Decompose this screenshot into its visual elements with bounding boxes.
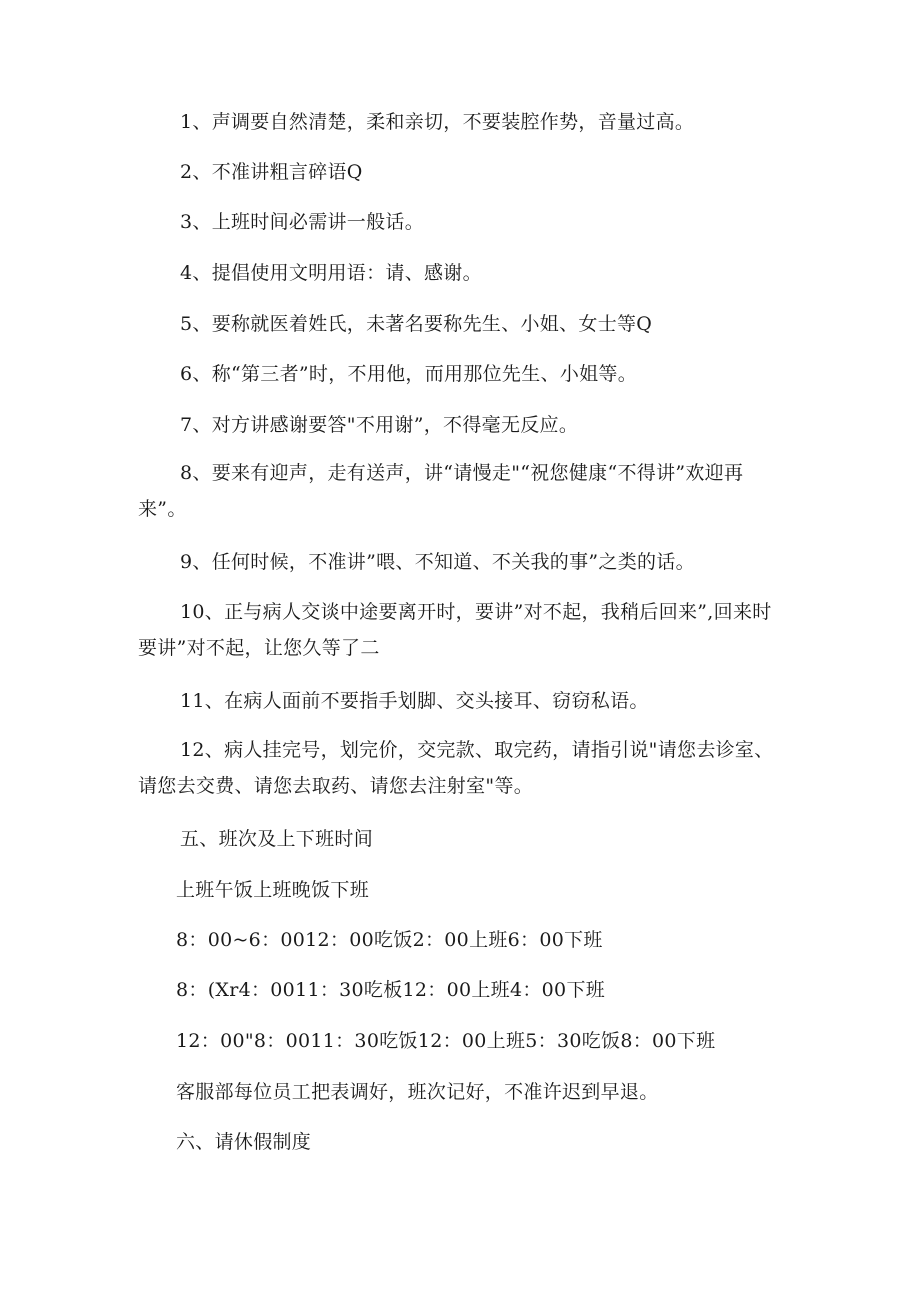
section-5-heading: 五、班次及上下班时间 [180,828,374,850]
rule-item-2: 2、不准讲粗言碎语Q [180,161,363,183]
rule-item-12: 12、病人挂完号，划完价，交完款、取完药，请指引说"请您去诊室、请您去交费、请您去取药、请您去注射室"等。 [138,739,774,797]
schedule-header: 上班午饭上班晚饭下班 [176,879,370,901]
rule-item-3: 3、上班时间必需讲一般话。 [180,211,424,233]
rule-item-1: 1、声调要自然清楚，柔和亲切，不要装腔作势，音量过高。 [180,111,695,133]
schedule-row-3: 12：00"8：0011：30吃饭12：00上班5：30吃饭8：00下班 [176,1030,716,1052]
schedule-note: 客服部每位员工把表调好，班次记好，不准许迟到早退。 [176,1081,659,1103]
rule-item-5: 5、要称就医着姓氏，未著名要称先生、小姐、女士等Q [180,313,653,335]
rule-item-4: 4、提倡使用文明用语：请、感谢。 [180,262,482,284]
rule-item-6: 6、称“第三者”时，不用他，而用那位先生、小姐等。 [180,363,638,385]
schedule-row-2: 8：(Xr4：0011：30吃板12：00上班4：00下班 [176,979,606,1001]
rule-item-10: 10、正与病人交谈中途要离开时，要讲”对不起，我稍后回来”,回来时要讲”对不起，让您久等了二 [138,601,772,659]
rule-item-7: 7、对方讲感谢要答"不用谢”，不得毫无反应。 [180,414,579,436]
rule-item-11: 11、在病人面前不要指手划脚、交头接耳、窃窃私语。 [180,690,649,712]
schedule-row-1: 8：00~6：0012：00吃饭2：00上班6：00下班 [176,929,603,951]
rule-item-8: 8、要来有迎声，走有送声，讲“请慢走"“祝您健康“不得讲”欢迎再来”。 [138,462,744,520]
rule-item-9: 9、任何时候，不准讲”喂、不知道、不关我的事”之类的话。 [180,551,695,573]
section-6-heading: 六、请休假制度 [176,1131,312,1153]
